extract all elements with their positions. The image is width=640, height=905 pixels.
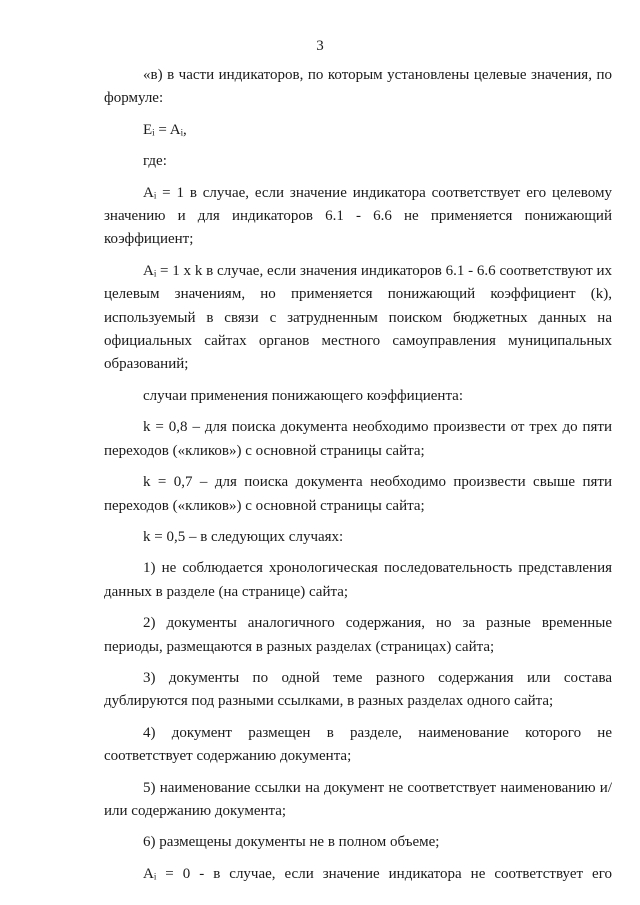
paragraph-ai-equals-zero: Aᵢ = 0 - в случае, если значение индикатора не соответствует его <box>143 865 612 882</box>
list-item-4: 4) документ размещен в разделе, наименование которого не соответствует содержанию документа; <box>104 724 612 765</box>
paragraph-k-0-8: k = 0,8 – для поиска документа необходимо произвести от трех до пяти переходов («кликов») с основной страницы сайта; <box>104 419 612 459</box>
paragraph-k-0-5: k = 0,5 – в следующих случаях: <box>143 528 344 545</box>
paragraph-ai-equals-one: Aᵢ = 1 в случае, если значение индикатора соответствует его целевому значению и для индикаторов 6.1 - 6.6 не применяется понижающий коэффициент; <box>104 184 612 248</box>
paragraph-k-0-7: k = 0,7 – для поиска документа необходимо произвести свыше пяти переходов («кликов») с основной страницы сайта; <box>104 474 612 514</box>
list-item-3: 3) документы по одной теме разного содержания или состава дублируются под разными ссылками, в разных разделах одного сайта; <box>104 669 612 710</box>
paragraph-where: где: <box>143 153 167 170</box>
list-item-2: 2) документы аналогичного содержания, но за разные временные периоды, размещаются в разных разделах (страницах) сайта; <box>104 615 612 655</box>
list-item-6: 6) размещены документы не в полном объеме; <box>143 834 440 851</box>
page-number: 3 <box>316 38 324 54</box>
formula-ei: Eᵢ = Aᵢ, <box>143 121 187 138</box>
list-item-1: 1) не соблюдается хронологическая последовательность представления данных в разделе (на странице) сайта; <box>104 560 612 600</box>
list-item-5: 5) наименование ссылки на документ не соответствует наименованию и/или содержанию документа; <box>104 779 612 819</box>
paragraph-indicators-formula-intro: «в) в части индикаторов, по которым установлены целевые значения, по формуле: <box>104 67 612 107</box>
paragraph-ai-equals-one-times-k: Aᵢ = 1 x k в случае, если значения индикаторов 6.1 - 6.6 соответствуют их целевым значениям, но применяется понижающий коэффициент (k), используемый в связи с затрудненным поиском бюджетных данных на официальных сайтах органов местного самоуправления муниципальных образований; <box>104 262 612 373</box>
document-body <box>104 64 612 886</box>
paragraph-coefficient-cases: случаи применения понижающего коэффициента: <box>143 387 464 404</box>
